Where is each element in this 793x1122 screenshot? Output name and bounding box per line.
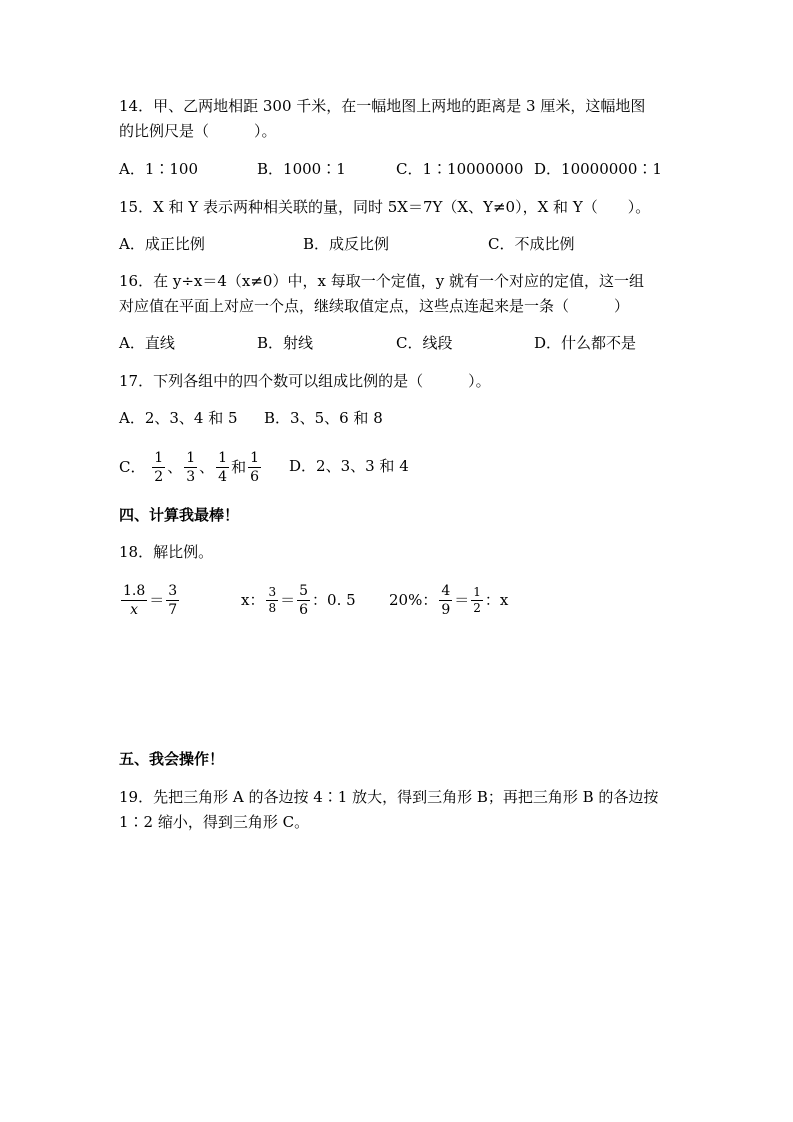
q17-c-fraction-2 <box>184 450 197 485</box>
fraction-numerator: 4 <box>441 582 451 599</box>
fraction-numerator: 1.8 <box>123 582 146 599</box>
q14-line-1: 14．甲、乙两地相距 300 千米，在一幅地图上两地的距离是 3 厘米，这幅地图 <box>119 97 646 115</box>
fraction-denominator: 2 <box>154 468 164 485</box>
q14-option-c: C．1∶10000000 <box>396 160 524 178</box>
eq2-tail: ：0. 5 <box>312 591 356 609</box>
q17-option-a: A．2、3、4 和 5 <box>119 409 238 427</box>
eq2-unknown: x： <box>241 591 265 609</box>
eq3-first-fraction <box>439 583 452 618</box>
fraction-denominator: 6 <box>250 468 259 485</box>
q16-line-2: 对应值在平面上对应一个点，继续取值定点，这些点连起来是一条（ ） <box>119 297 630 315</box>
q15-line-1: 15．X 和 Y 表示两种相关联的量，同时 5X＝7Y（X、Y≠0），X 和 Y（ ）。 <box>119 198 651 216</box>
q19-line-2: 1∶2 缩小，得到三角形 C。 <box>119 813 310 831</box>
q18-equation-3 <box>389 578 508 621</box>
q17-c-separator-1: 、 <box>167 458 183 476</box>
q15-option-c: C．不成比例 <box>488 235 575 253</box>
fraction-numerator: 1 <box>473 584 481 599</box>
equals-sign: ＝ <box>149 591 165 609</box>
q16-option-c: C．线段 <box>396 334 453 352</box>
fraction-numerator: 3 <box>168 582 178 599</box>
q17-c-separator-2: 、 <box>199 458 215 476</box>
q14-option-d: D．10000000∶1 <box>534 160 662 178</box>
q17-option-c-prefix: C． <box>119 458 146 476</box>
eq1-left-fraction <box>121 583 147 618</box>
q17-option-c <box>119 446 263 487</box>
q16-option-d: D．什么都不是 <box>534 334 637 352</box>
q14-option-b: B．1000∶1 <box>257 160 346 178</box>
fraction-denominator: x <box>130 601 139 618</box>
section-4-heading: 四、计算我最棒！ <box>119 506 240 524</box>
equals-sign: ＝ <box>280 591 296 609</box>
fraction-numerator: 1 <box>186 449 196 466</box>
eq3-percent: 20%： <box>389 591 438 609</box>
q17-c-fraction-4 <box>248 450 261 485</box>
eq1-right-fraction <box>166 583 179 618</box>
q17-c-fraction-1 <box>152 450 165 485</box>
section-5-heading: 五、我会操作！ <box>119 750 225 768</box>
fraction-denominator: 4 <box>218 468 228 485</box>
q18-line-1: 18．解比例。 <box>119 543 214 561</box>
q16-option-a: A．直线 <box>119 334 175 352</box>
q17-option-d: D．2、3、3 和 4 <box>289 457 409 475</box>
fraction-numerator: 1 <box>218 449 228 466</box>
q15-option-b: B．成反比例 <box>303 235 390 253</box>
fraction-denominator: 7 <box>168 601 178 618</box>
q17-c-separator-3: 和 <box>231 458 247 476</box>
fraction-denominator: 6 <box>299 601 309 618</box>
fraction-denominator: 9 <box>441 601 451 618</box>
q16-option-b: B．射线 <box>257 334 314 352</box>
q16-line-1: 16．在 y÷x＝4（x≠0）中，x 每取一个定值，y 就有一个对应的定值，这一组 <box>119 272 644 290</box>
fraction-denominator: 2 <box>473 600 481 615</box>
q19-line-1: 19．先把三角形 A 的各边按 4∶1 放大，得到三角形 B；再把三角形 B 的各边按 <box>119 788 659 806</box>
fraction-numerator: 1 <box>154 449 164 466</box>
fraction-numerator: 5 <box>299 582 309 599</box>
eq2-first-fraction <box>266 586 278 615</box>
eq2-second-fraction <box>297 583 310 618</box>
fraction-numerator: 1 <box>250 449 259 466</box>
equals-sign: ＝ <box>454 591 470 609</box>
q17-option-b: B．3、5、6 和 8 <box>264 409 383 427</box>
eq3-tail: ：x <box>484 591 509 609</box>
q17-line-1: 17．下列各组中的四个数可以组成比例的是（ ）。 <box>119 372 491 390</box>
q14-line-2: 的比例尺是（ ）。 <box>119 122 277 140</box>
fraction-denominator: 3 <box>186 468 196 485</box>
q17-c-fraction-3 <box>216 450 229 485</box>
q14-option-a: A．1∶100 <box>119 160 199 178</box>
fraction-denominator: 8 <box>268 600 277 615</box>
q18-equation-1 <box>119 578 181 621</box>
fraction-numerator: 3 <box>268 584 277 599</box>
q18-equation-2 <box>241 578 356 621</box>
q15-option-a: A．成正比例 <box>119 235 205 253</box>
eq3-second-fraction <box>471 586 483 615</box>
